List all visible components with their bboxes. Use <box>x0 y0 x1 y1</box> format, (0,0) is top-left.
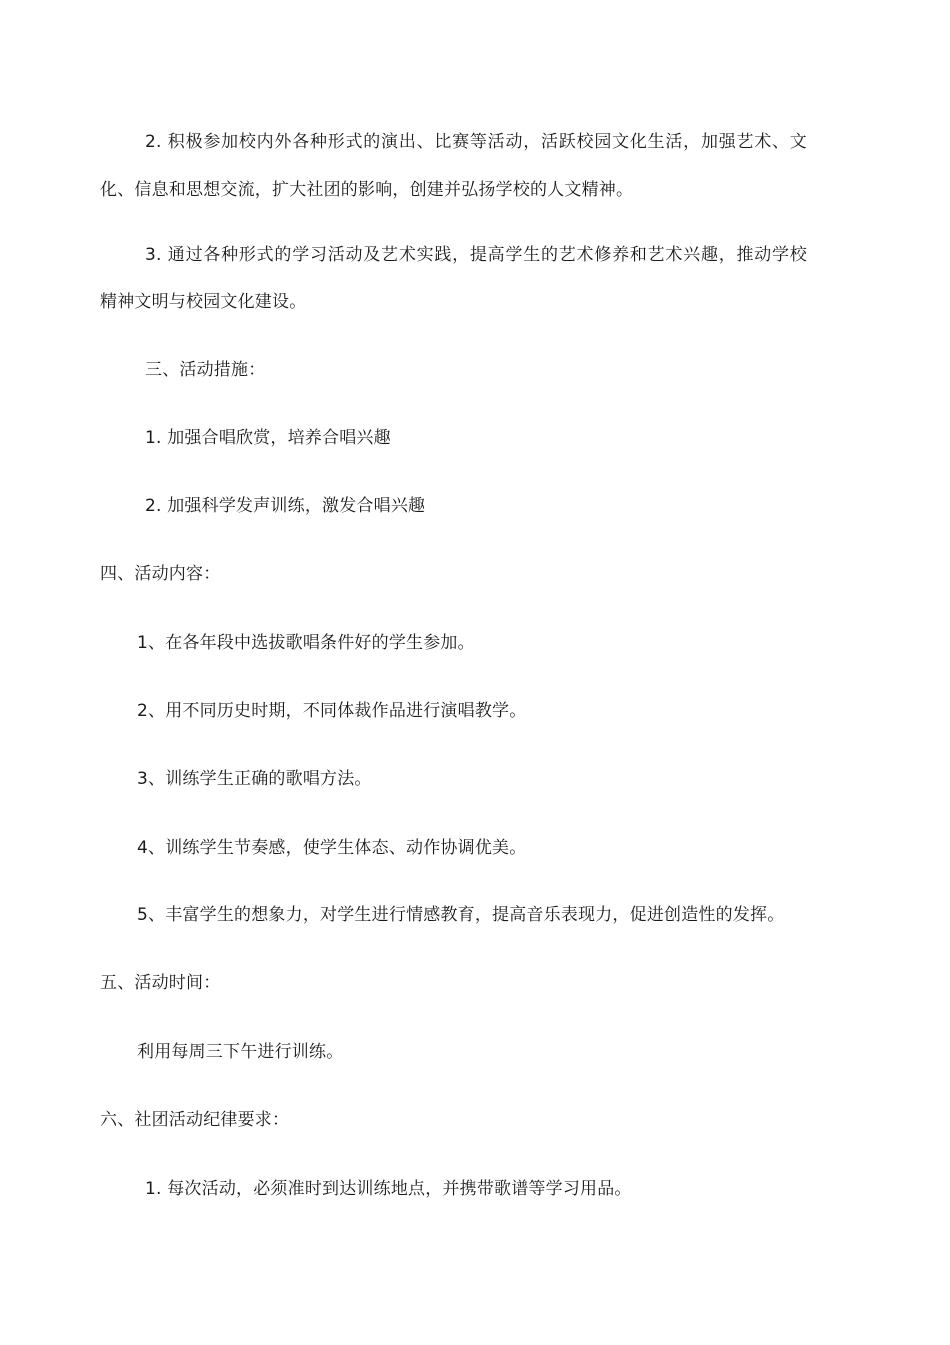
section-heading-measures: 三、活动措施： <box>145 360 266 380</box>
content-item-1: 1、在各年段中选拔歌唱条件好的学生参加。 <box>137 633 475 653</box>
content-item-5: 5、丰富学生的想象力，对学生进行情感教育，提高音乐表现力，促进创造性的发挥。 <box>137 905 785 925</box>
time-text: 利用每周三下午进行训练。 <box>137 1042 344 1062</box>
measure-item-1: 1. 加强合唱欣赏，培养合唱兴趣 <box>145 428 391 448</box>
objective-item-2-line-2: 化、信息和思想交流，扩大社团的影响，创建并弘扬学校的人文精神。 <box>100 180 634 200</box>
content-item-2: 2、用不同历史时期，不同体裁作品进行演唱教学。 <box>137 701 527 721</box>
section-heading-content: 四、活动内容： <box>100 564 221 584</box>
section-heading-time: 五、活动时间： <box>100 973 221 993</box>
objective-item-2-line-1: 2. 积极参加校内外各种形式的演出、比赛等活动，活跃校园文化生活，加强艺术、文 <box>145 132 807 152</box>
objective-item-3-line-1: 3. 通过各种形式的学习活动及艺术实践，提高学生的艺术修养和艺术兴趣，推动学校 <box>145 245 807 265</box>
section-heading-discipline: 六、社团活动纪律要求： <box>100 1110 290 1130</box>
content-item-4: 4、训练学生节奏感，使学生体态、动作协调优美。 <box>137 838 527 858</box>
measure-item-2: 2. 加强科学发声训练，激发合唱兴趣 <box>145 496 426 516</box>
discipline-item-1: 1. 每次活动，必须准时到达训练地点，并携带歌谱等学习用品。 <box>145 1179 632 1199</box>
content-item-3: 3、训练学生正确的歌唱方法。 <box>137 769 372 789</box>
objective-item-3-line-2: 精神文明与校园文化建设。 <box>100 292 307 312</box>
